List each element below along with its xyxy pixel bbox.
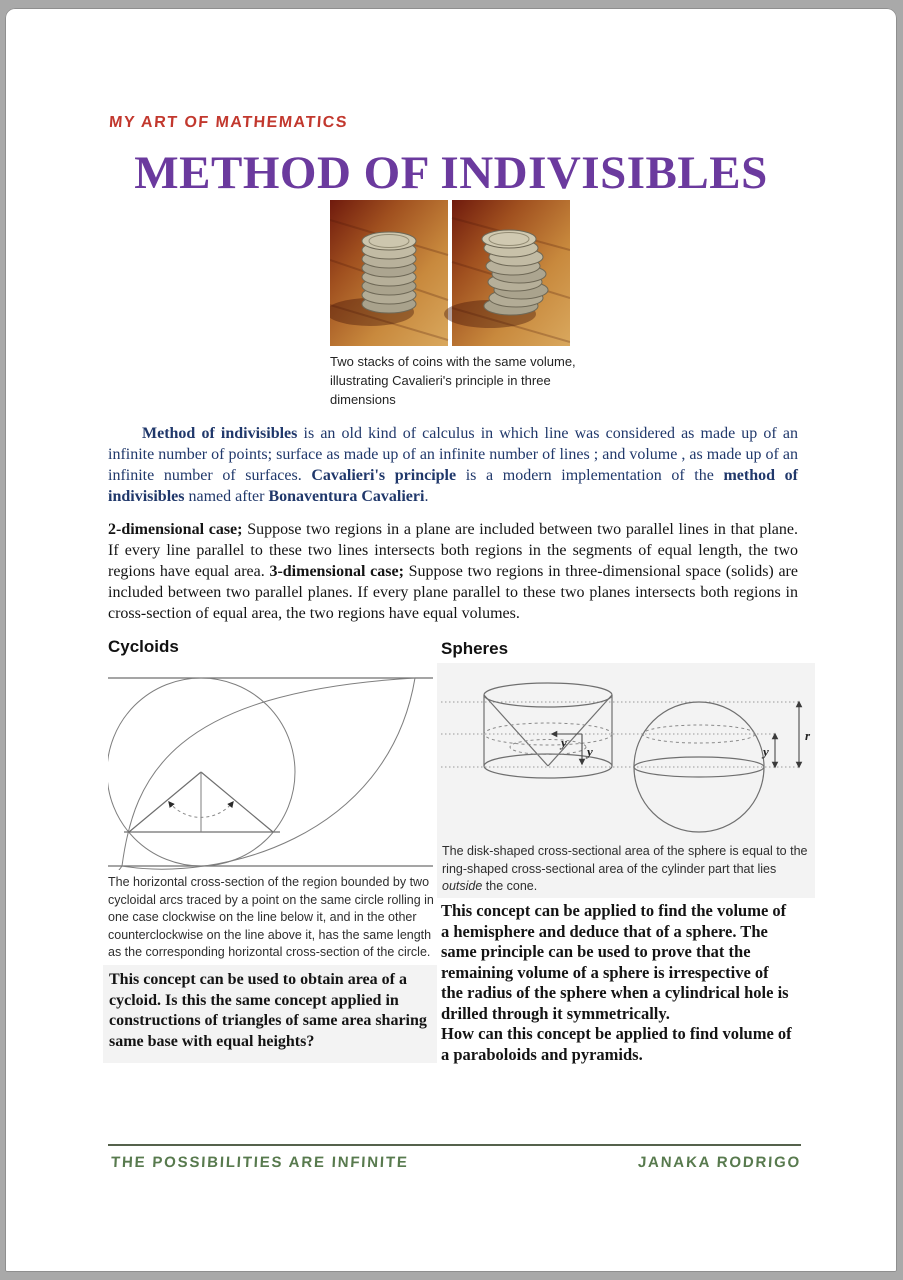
footer-divider	[108, 1144, 801, 1146]
spheres-statement-2: How can this concept be applied to find volume of a paraboloids and pyramids.	[441, 1024, 792, 1064]
case-2d-term: 2-dimensional case;	[108, 521, 243, 538]
coin-stacks-illustration	[330, 200, 570, 346]
cavalieri-name: Bonaventura Cavalieri	[268, 488, 425, 505]
page-sheet	[5, 8, 897, 1272]
coin-stacks-photo	[330, 200, 570, 346]
sphere-r-label: r	[805, 728, 811, 743]
sphere-y-label: y	[763, 744, 769, 759]
cycloids-caption: The horizontal cross-section of the region bounded by two cycloidal arcs traced by a point on the same circle rolling in one case clockwise on the line below it, and in the other counterclockwise on the line above it, has the same length as the corresponding horizontal cross-section of the circle.	[108, 875, 434, 959]
cylinder-height-label: y	[587, 744, 593, 759]
page-title: METHOD OF INDIVISIBLES	[134, 147, 768, 199]
cylinder-radius-label: y	[561, 735, 567, 750]
cycloids-statement-block	[103, 965, 437, 1063]
cycloids-heading: Cycloids	[108, 637, 179, 656]
intro-bold-term: Method of indivisibles	[142, 425, 298, 442]
brand-header: MY ART OF MATHEMATICS	[108, 114, 349, 131]
footer-author: JANAKA RODRIGO	[637, 1154, 802, 1171]
case-3d-term: 3-dimensional case;	[269, 563, 404, 580]
spheres-figure	[437, 663, 815, 839]
intro-paragraph: Method of indivisibles is an old kind of calculus in which line was considered as made up of an infinite number of points; surface as made up of an infinite number of lines ; and volume , as made up of an infinite number of surfaces. Cavalieri's principle is a modern implementation of the method of indivisibles named after Bonaventura Cavalieri.	[108, 425, 798, 505]
cycloids-diagram	[108, 664, 433, 875]
spheres-caption: The disk-shaped cross-sectional area of the sphere is equal to the ring-shaped cross-sectional area of the cylinder part that lies outside the cone.	[442, 844, 808, 893]
outside-italic: outside	[442, 879, 483, 893]
cavalieri-principle-term: Cavalieri's principle	[311, 467, 457, 484]
spheres-statement-1: This concept can be applied to find the volume of a hemisphere and deduce that of a sphere. The same principle can be used to prove that the remaining volume of a sphere is irrespective of the radius of the sphere when a cylindrical hole is drilled through it symmetrically.	[441, 901, 789, 1023]
cycloids-figure	[108, 664, 433, 870]
footer-motto: THE POSSIBILITIES ARE INFINITE	[110, 1154, 410, 1171]
photo-caption: Two stacks of coins with the same volume, illustrating Cavalieri's principle in three dimensions	[330, 354, 576, 407]
spheres-statement	[441, 901, 793, 1065]
spheres-heading: Spheres	[441, 639, 509, 658]
spheres-panel	[437, 663, 815, 898]
cases-paragraph: 2-dimensional case; Suppose two regions in a plane are included between two parallel lines in that plane. If every line parallel to these two lines intersects both regions in the segments of equal length, the two regions have equal area. 3-dimensional case; Suppose two regions in three-dimensional space (solids) are included between two parallel planes. If every plane parallel to these two planes intersects both regions in cross-section of equal area, the two regions have equal volumes.	[108, 521, 798, 622]
cycloids-statement: This concept can be used to obtain area of a cycloid. Is this the same concept applied in constructions of triangles of same area sharing same base with equal heights?	[109, 971, 427, 1050]
